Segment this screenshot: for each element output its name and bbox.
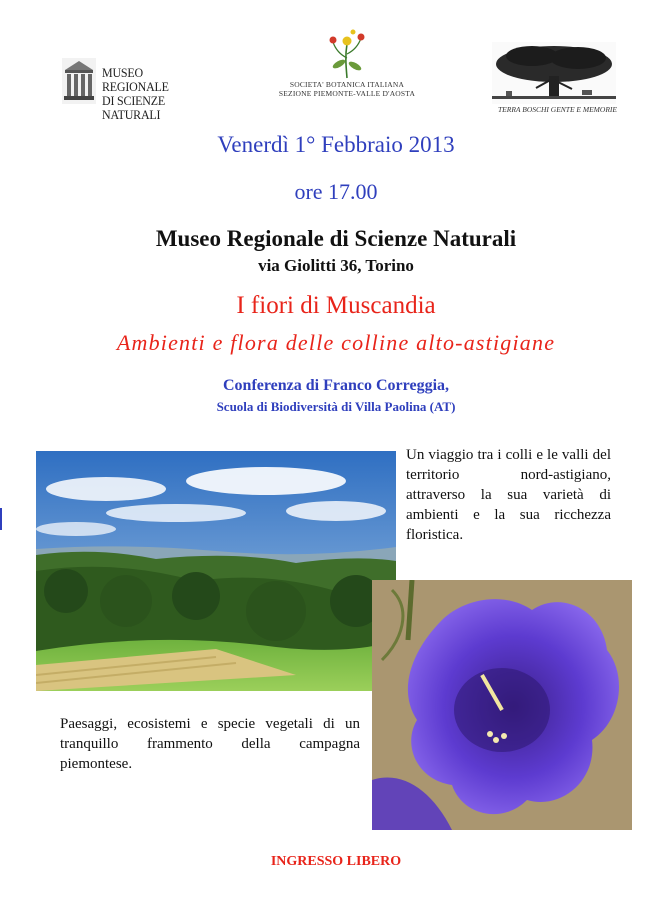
museo-logo-line1: MUSEO REGIONALE (102, 65, 169, 94)
event-venue: Museo Regionale di Scienze Naturali (155, 226, 517, 251)
talk-title: I fiori di Muscandia (236, 292, 436, 319)
botanical-emblem-icon (325, 28, 369, 80)
event-address: via Giolitti 36, Torino (258, 256, 414, 275)
museo-logo-line2: DI SCIENZE NATURALI (102, 93, 165, 122)
terra-logo-caption: TERRA BOSCHI GENTE E MEMORIE (498, 105, 618, 114)
sbi-logo-line2: SEZIONE PIEMONTE-VALLE D'AOSTA (278, 89, 416, 98)
description-paragraph: Paesaggi, ecosistemi e specie vegetali di un tranquillo frammento della campagna piemontese. (60, 716, 360, 772)
intro-paragraph: Un viaggio tra i colli e le valli del territorio nord-astigiano, attraverso la sua varietà di ambienti e la sua ricchezza floristica. (406, 447, 611, 543)
museum-building-icon (62, 58, 96, 104)
speaker-affiliation: Scuola di Biodiversità di Villa Paolina (AT) (216, 399, 456, 414)
sbi-logo-text (262, 80, 432, 98)
sbi-logo-line1: SOCIETA' BOTANICA ITALIANA (289, 80, 405, 89)
landscape-photo (36, 451, 396, 691)
edge-mark (0, 508, 2, 530)
event-time: ore 17.00 (294, 179, 378, 204)
terra-boschi-logo (492, 42, 616, 118)
talk-subtitle: Ambienti e flora delle colline alto-astigiane (116, 330, 556, 355)
museo-logo-text (102, 66, 203, 122)
tree-engraving-icon (492, 42, 616, 104)
admission-note: INGRESSO LIBERO (270, 854, 402, 869)
campanula-flower-photo (372, 580, 632, 830)
museo-regionale-logo (62, 58, 212, 122)
societa-botanica-logo (262, 28, 432, 112)
event-date: Venerdì 1° Febbraio 2013 (217, 132, 455, 157)
talk-speaker: Conferenza di Franco Correggia, (222, 377, 450, 394)
